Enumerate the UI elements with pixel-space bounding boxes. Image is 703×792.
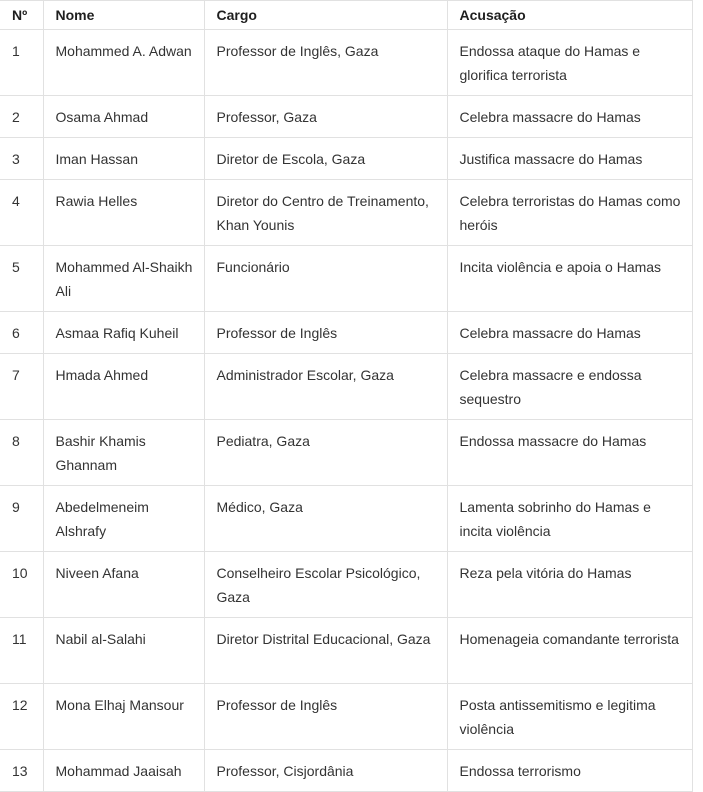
cell-acusacao: Reza pela vitória do Hamas	[447, 552, 692, 618]
table-row	[0, 96, 692, 138]
cell-nome: Mohammed Al-Shaikh Ali	[43, 246, 204, 312]
cell-nome: Mohammed A. Adwan	[43, 30, 204, 96]
cell-nome: Rawia Helles	[43, 180, 204, 246]
cell-acusacao: Endossa ataque do Hamas e glorifica terrorista	[447, 30, 692, 96]
header-cargo: Cargo	[204, 1, 447, 30]
cell-cargo: Professor de Inglês, Gaza	[204, 30, 447, 96]
cell-nome: Mona Elhaj Mansour	[43, 684, 204, 750]
table-row	[0, 420, 692, 486]
cell-cargo: Pediatra, Gaza	[204, 420, 447, 486]
table-header	[0, 1, 692, 30]
cell-numero: 1	[0, 30, 43, 96]
cell-acusacao: Celebra massacre do Hamas	[447, 96, 692, 138]
table-row	[0, 354, 692, 420]
cell-cargo: Professor de Inglês	[204, 312, 447, 354]
cell-acusacao: Posta antissemitismo e legitima violência	[447, 684, 692, 750]
table-row	[0, 750, 692, 792]
header-nome: Nome	[43, 1, 204, 30]
table-row	[0, 486, 692, 552]
table-row	[0, 618, 692, 684]
cell-numero: 3	[0, 138, 43, 180]
cell-cargo: Administrador Escolar, Gaza	[204, 354, 447, 420]
cell-nome: Hmada Ahmed	[43, 354, 204, 420]
cell-numero: 10	[0, 552, 43, 618]
cell-cargo: Professor de Inglês	[204, 684, 447, 750]
cell-numero: 12	[0, 684, 43, 750]
cell-nome: Mohammad Jaaisah	[43, 750, 204, 792]
cell-acusacao: Justifica massacre do Hamas	[447, 138, 692, 180]
table-row	[0, 246, 692, 312]
header-row	[0, 1, 692, 30]
cell-acusacao: Endossa massacre do Hamas	[447, 420, 692, 486]
cell-nome: Iman Hassan	[43, 138, 204, 180]
table-row	[0, 30, 692, 96]
header-acusacao: Acusação	[447, 1, 692, 30]
cell-acusacao: Incita violência e apoia o Hamas	[447, 246, 692, 312]
cell-nome: Niveen Afana	[43, 552, 204, 618]
cell-numero: 2	[0, 96, 43, 138]
cell-cargo: Diretor de Escola, Gaza	[204, 138, 447, 180]
cell-numero: 9	[0, 486, 43, 552]
cell-cargo: Diretor Distrital Educacional, Gaza	[204, 618, 447, 684]
cell-numero: 4	[0, 180, 43, 246]
table-row	[0, 180, 692, 246]
table-body	[0, 30, 692, 792]
cell-cargo: Professor, Gaza	[204, 96, 447, 138]
cell-nome: Osama Ahmad	[43, 96, 204, 138]
table-row	[0, 552, 692, 618]
cell-acusacao: Celebra massacre e endossa sequestro	[447, 354, 692, 420]
cell-cargo: Médico, Gaza	[204, 486, 447, 552]
cell-cargo: Funcionário	[204, 246, 447, 312]
cell-acusacao: Celebra massacre do Hamas	[447, 312, 692, 354]
cell-numero: 6	[0, 312, 43, 354]
table-row	[0, 684, 692, 750]
table-row	[0, 312, 692, 354]
cell-numero: 5	[0, 246, 43, 312]
header-numero: Nº	[0, 1, 43, 30]
table-row	[0, 138, 692, 180]
cell-acusacao: Lamenta sobrinho do Hamas e incita violência	[447, 486, 692, 552]
cell-numero: 13	[0, 750, 43, 792]
cell-cargo: Professor, Cisjordânia	[204, 750, 447, 792]
cell-acusacao: Celebra terroristas do Hamas como heróis	[447, 180, 692, 246]
cell-nome: Asmaa Rafiq Kuheil	[43, 312, 204, 354]
cell-numero: 8	[0, 420, 43, 486]
cell-nome: Abedelmeneim Alshrafy	[43, 486, 204, 552]
cell-numero: 11	[0, 618, 43, 684]
cell-nome: Nabil al-Salahi	[43, 618, 204, 684]
cell-acusacao: Homenageia comandante terrorista	[447, 618, 692, 684]
cell-nome: Bashir Khamis Ghannam	[43, 420, 204, 486]
cell-cargo: Conselheiro Escolar Psicológico, Gaza	[204, 552, 447, 618]
cell-acusacao: Endossa terrorismo	[447, 750, 692, 792]
cell-cargo: Diretor do Centro de Treinamento, Khan Younis	[204, 180, 447, 246]
cell-numero: 7	[0, 354, 43, 420]
